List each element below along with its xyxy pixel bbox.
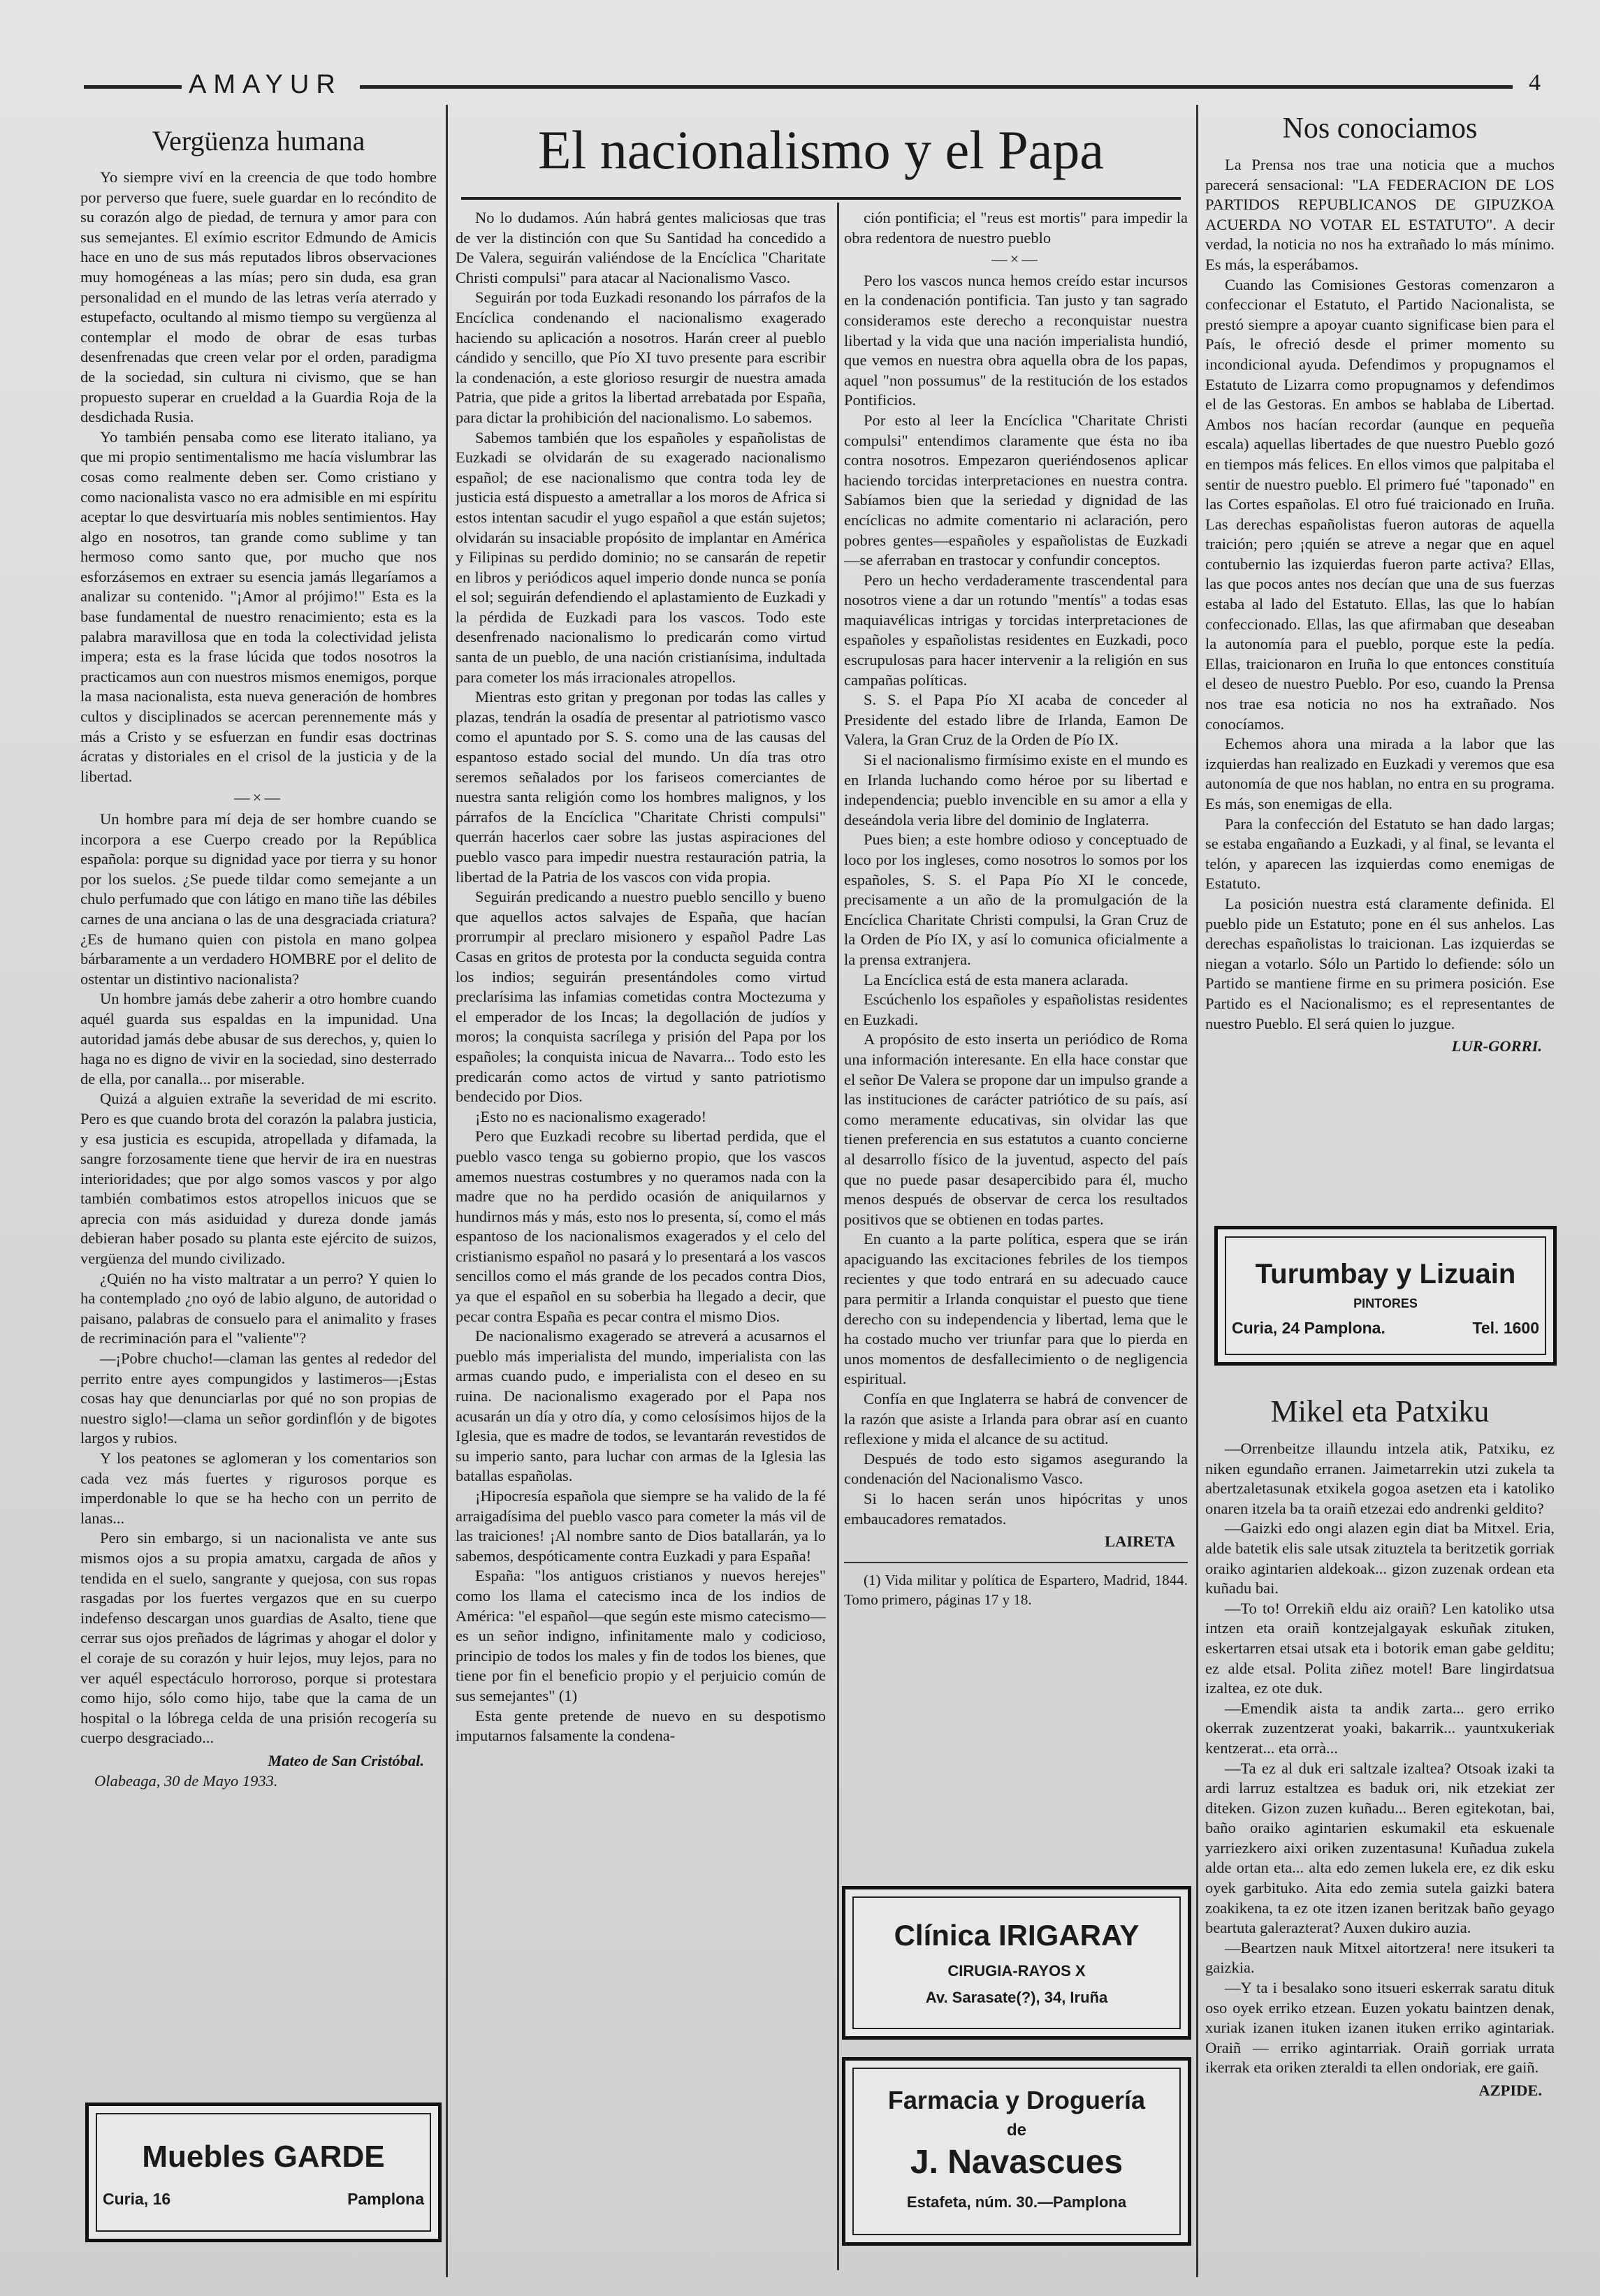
paper-name: AMAYUR xyxy=(189,70,342,99)
paragraph: Mientras esto gritan y pregonan por todas las calles y plazas, tendrán la osadía de presentar al patriotismo vasco como el apuntado por S. S. como una de las causas del espantoso estado social del mundo. Un día tras otro seremos señalados por los fariseos comerciantes de nuestra santa religión como los hombres malignos, y los párrafos de la Encíclica "Charitate Christi compulsi" querrán hacerlos caer sobre las justas aspiraciones del pueblo vasco para impedir nuestra restauración patria, la libertad de la Patria de los vascos con vida propia. xyxy=(456,688,826,886)
footnote: (1) Vida militar y política de Espartero, Madrid, 1844. Tomo primero, páginas 17 y 18. xyxy=(844,1571,1188,1609)
column-divider xyxy=(1196,105,1198,2277)
page-number: 4 xyxy=(1529,70,1541,96)
article-body xyxy=(844,208,1188,1878)
paragraph: Un hombre para mí deja de ser hombre cuando se incorpora a ese Cuerpo creado por la República española: porque su dignidad yace por tierra y su honor por los suelos. ¿Se puede tildar como semejante a un chulo perfumado que con látigo en mano tiñe las débiles carnes de una anciana o las de una desgraciada criatura? ¿Es de humano quien con pistola en mano golpea bárbaramente a un verdadero HOMBRE por el delito de ostentar un distintivo nacionalista? xyxy=(80,810,437,988)
article-title: Vergüenza humana xyxy=(152,125,365,156)
paragraph: Echemos ahora una mirada a la labor que las izquierdas han realizado en Euzkadi y veremos que esa autonomía de que nos hablan, no entra en su programa. Es más, son enemigas de ella. xyxy=(1205,735,1555,812)
ad-title: Muebles GARDE xyxy=(142,2140,385,2174)
article-title: Mikel eta Patxiku xyxy=(1270,1394,1490,1428)
ad-muebles-garde xyxy=(85,2103,442,2242)
headline-rule xyxy=(461,197,1181,200)
paragraph: Si el nacionalismo firmísimo existe en el mundo es en Irlanda luchando como héroe por su libertad e independencia; pueblo invencible en su amor a ella y deseándola veria libre del dominio de Inglaterra. xyxy=(844,751,1188,828)
ad-title: Clínica IRIGARAY xyxy=(894,1919,1140,1952)
paragraph: La Prensa nos trae una noticia que a muchos parecerá sensacional: "LA FEDERACION DE LOS PARTIDOS REPUBLICANOS DE GIPUZKOA ACUERDA NO VOTAR EL ESTATUTO". A decir verdad, la noticia no nos ha extrañado lo más mínimo. Es más, la esperábamos. xyxy=(1205,156,1555,273)
paragraph: Y los peatones se aglomeran y los comentarios son cada vez más fuertes y rigurosos porque es imperdonable lo que se ha hecho con un perrito de lanas... xyxy=(80,1449,437,1527)
paragraph: Pero un hecho verdaderamente trascendental para nosotros viene a dar un rotundo "mentís" a todas esas maquiavélicas intrigas y torcidas interpretaciones de españoles y españolistas residentes en Euzkadi, poco escrupulosas para hacer intervenir a la religión en sus campañas políticas. xyxy=(844,571,1188,689)
paragraph: S. S. el Papa Pío XI acaba de conceder al Presidente del estado libre de Irlanda, Eamon De Valera, la Gran Cruz de la Orden de Pío IX. xyxy=(844,691,1188,749)
paragraph: Sabemos también que los españoles y españolistas de Euzkadi se olvidarán de su exagerado nacionalismo español; de ese nacionalismo que contra toda ley de justicia está dispuesto a ametrallar a los moros de Africa si estos intentan sacudir el yugo español a que están sujetos; olvidarán su insaciable propósito de implantar en América y Filipinas su perdido dominio; no se cansarán de repetir en libros y periódicos aquel imperio donde nunca se ponía el sol; seguirán defendiendo el aplastamiento de Euzkadi y la pérdida de Euzkadi para los vascos. Todo este desenfrenado nacionalismo lo predicarán como virtud santa de un pueblo, de una nación cristianísima, indultada para cometer los más irracionales atropellos. xyxy=(456,428,826,686)
ad-turumbay xyxy=(1214,1226,1557,1366)
footnote-rule xyxy=(844,1562,1188,1563)
ad-text: de xyxy=(1006,2121,1026,2140)
paragraph: Quizá a alguien extrañe la severidad de mi escrito. Pero es que cuando brota del corazón la palabra justicia, y esa justicia es escupida, atropellada y difamada, la sangre forzosamente tiene que hervir de ira en nuestras interioridades; que por algo somos vascos y por algo también combatimos estos atropellos inicuos que se aprecia con más asiduidad y dureza donde jamás debieran haber posado su planta este ejército de suizos, vergüenza del mundo civilizado. xyxy=(80,1090,437,1268)
paragraph: —Beartzen nauk Mitxel aitortzera! nere itsukeri ta gaizkia. xyxy=(1205,1938,1555,1977)
paragraph: Pero los vascos nunca hemos creído estar incursos en la condenación pontificia. Tan justo y tan sagrado consideramos este derecho a reconquistar nuestra libertad y la vida que una nación imperialista hundió, que vemos en nuestra obra aquella obra de los papas, aquel "non possumus" de la restitución de los estados Pontificios. xyxy=(844,271,1188,409)
ad-phone: Tel. 1600 xyxy=(1472,1319,1539,1337)
paragraph: Pero que Euzkadi recobre su libertad perdida, que el pueblo vasco tenga su gobierno propio, que los vascos amemos nuestras costumbres y no queramos nada con la madre que no ha perdido ocasión de aniquilarnos y hundirnos más y más, esto nos lo presenta, sí, como el más espantoso de los nacionalismos exagerados y el celo del cristianismo español no pasará y lo presentará a los vascos sencillos como el más grande de los pecados contra Dios, ya que el español en su soberbia ha llegado a decir, que pecar contra España es pecar contra el mismo Dios. xyxy=(456,1127,826,1325)
author-signature: LAIRETA xyxy=(1105,1533,1175,1551)
ad-footer xyxy=(1232,1319,1539,1338)
author-signature: AZPIDE. xyxy=(1478,2082,1542,2099)
paragraph: —Orrenbeitze illaundu intzela atik, Patxiku, ez niken egundaño erranen. Jaimetarrekin utzi zukela ta abertzaletasunak etxikela gogoa asetzen eta i katoliko onaren itzela ba ta oraiñ etzezai edo andrenki geldito? xyxy=(1205,1440,1555,1517)
paragraph: Seguirán por toda Euzkadi resonando los párrafos de la Encíclica condenando el nacionalismo exagerado haciendo su aplicación a nosotros. Harán creer al pueblo cándido y sencillo, que Pío XI tuvo presente para escribir la condenación, a este glorioso resurgir de nuestra amada Patria, que pide a gritos la libertad arrebatada por España, para dictar la prohibición del nacionalismo. Lo sabemos. xyxy=(456,288,826,426)
column-divider xyxy=(446,105,448,2277)
separator: —×— xyxy=(991,250,1040,268)
paragraph: Pues bien; a este hombre odioso y conceptuado de loco por los ingleses, como nosotros lo somos por los españoles, S. S. el Papa Pío XI le concede, precisamente a un año de la promulgación de la Encíclica Charitate Christi compulsi, la Gran Cruz de la Orden de Pío IX, y así lo comunica oficialmente a la prensa extranjera. xyxy=(844,831,1188,968)
paragraph: No lo dudamos. Aún habrá gentes maliciosas que tras de ver la distinción con que Su Santidad ha concedido a De Valera, seguirán valiéndose de la Encíclica "Charitate Christi compulsi" para atacar al Nacionalismo Vasco. xyxy=(456,209,826,286)
separator: —×— xyxy=(234,789,283,807)
paragraph: Cuando las Comisiones Gestoras comenzaron a confeccionar el Estatuto, el Partido Nacionalista, se prestó siempre a apoyar cuanto significase bien para el País, le ofreció desde el primer momento su incondicional ayuda. Defendimos y propugnamos el Estatuto de Lizarra como propugnamos y defendimos el de las Gestoras. En ambos se hablaba de Libertad. Ambos nos hacían recordar (aunque en pequeña escala) aquellas libertades de que nuestro Pueblo gozó en tiempos más felices. En ellos vimos que palpitaba el sentir de nuestro pueblo. El primero fué "taponado" en las Cortes españolas. El otro fué traicionado en Iruña. Las derechas españolistas fueron autoras de aquella traición; pero ¡quién se atreve a negar que en aquel contubernio las izquierdas fueron parte activa? Ellas, las que pocos antes nos decían que una de sus fuerzas estaba al lado del Estatuto. Ellas, las que lo habían confeccionado. Ellas, las que afirmaban que deseaban la autonomía para el pueblo, porque este la pedía. Ellas, traicionaron en Iruña lo que entonces constituía el deseo de nuestro Pueblo. Por eso, cuando la Prensa nos trae esa noticia no nos ha extrañado. Nos conocíamos. xyxy=(1205,275,1555,733)
article-body xyxy=(1205,1439,1555,2277)
paragraph: Seguirán predicando a nuestro pueblo sencillo y bueno que aquellos actos salvajes de España, que hacían prorrumpir al preclaro misionero y español Padre Las Casas en gritos de protesta por la conducta seguida contra los indios; seguirán presentándoles como virtud preclarísima las infamias cometidas contra Moctezuma y el emperador de los Incas; la degollación de judíos y moros; la conquista sacrílega y prisión del Papa por los españoles; la conquista inicua de Navarra... Todo esto les predicarán como actos de virtud y santo patriotismo bendecido por Dios. xyxy=(456,888,826,1106)
author-signature: Mateo de San Cristóbal. xyxy=(268,1751,424,1769)
paragraph: Pero sin embargo, si un nacionalista ve ante sus mismos ojos a su propia amatxu, cargada de años y tendida en el suelo, sangrante y quejosa, con sus ropas rasgadas por los fuertes vergazos que en su cuerpo indefenso descargan unos guardias de Asalto, tiene que cerrar sus ojos preñados de lágrimas y ahogar el dolor y el coraje de su corazón y huir lejos, muy lejos, para no ver aquél espectáculo horroroso, porque si protestara como hijo, sólo como hijo, tabe que la cama de un hospital o la lóbrega celda de una prisión recogería su cuerpo desgraciado... xyxy=(80,1529,437,1747)
paragraph: En cuanto a la parte política, espera que se irán apaciguando las excitaciones febriles de los tiempos recientes y que todo entrará en su adecuado cauce para permitir a Irlanda conquistar el puesto que tiene derecho con su independencia y libertad, lema que le ha costado mucho ver triunfar para que lo pierda en unos momentos de desfallecimiento o de negligencia espiritual. xyxy=(844,1230,1188,1388)
ad-address: Curia, 16 xyxy=(103,2190,171,2208)
paragraph: La posición nuestra está claramente definida. El pueblo pide un Estatuto; pone en él sus anhelos. Las derechas españolistas lo traicionan. Las izquierdas se niegan a votarlo. Sólo un Partido lo defiende: sólo un Partido se mantiene firme en su primera posición. Ese Partido es el Nacionalismo; es el representantes de nuestro Pueblo. El será quien lo juzgue. xyxy=(1205,894,1555,1032)
ad-title: Turumbay y Lizuain xyxy=(1255,1259,1516,1289)
masthead-rule-right xyxy=(360,85,1513,89)
masthead xyxy=(84,70,1558,98)
paragraph: Por esto al leer la Encíclica "Charitate Christi compulsi" entendimos claramente que ésta no iba contra nosotros. Empezaron queriéndosenos aplicar haciendo torcidas interpretaciones en nuestra contra. Sabíamos bien que la seriedad y dignidad de las encíclicas no admite comentario ni aclaración, pero pobres gentes—españoles y españolistas de Euzkadi—se aferraban en trastocar y confundir conceptos. xyxy=(844,411,1188,569)
ad-clinica-irigaray xyxy=(842,1886,1191,2040)
paragraph: ción pontificia; el "reus est mortis" para impedir la obra redentora de nuestro pueblo xyxy=(844,209,1188,247)
ad-footer xyxy=(103,2190,424,2209)
paragraph: Si lo hacen serán unos hipócritas y unos embaucadores rematados. xyxy=(844,1490,1188,1528)
paragraph: —¡Pobre chucho!—claman las gentes al rededor del perrito entre ayes compungidos y lastimeros—¡Estas cosas hay que denunciarlas por qué no son propias de nuestro siglo!—clama un señor gordinflón y de bigotes largos y rubios. xyxy=(80,1350,437,1447)
ad-city: Pamplona xyxy=(347,2190,424,2208)
masthead-rule-left xyxy=(84,85,182,89)
paragraph: España: "los antiguos cristianos y nuevos herejes" como los llama el catecismo inca de los indios de América: "el español—que según este mismo catecismo—es un señor indigno, infinitamente malo y codicioso, principio de todos los males y fin de todos los bienes, que tiene por fin el beneficio propio y el perjuicio común de sus semejantes" (1) xyxy=(456,1567,826,1704)
paragraph: —Gaizki edo ongi alazen egin diat ba Mitxel. Eria, alde batetik elis sale utsak zituztela ta beritzetik gorriak oraiko agintarien aldekoak... gizon zuzenak ordean eta kuñadu bai. xyxy=(1205,1519,1555,1597)
paragraph: —Ta ez al duk eri saltzale izaltea? Otsoak izaki ta ardi larruz estaltzea es baduk ori, nik etzekiat zer diteken. Gizon zuzen kuñadu... Beren egitekotan, bai, baño oraiko agintarien eskumakil eta eskuenale yarriezkero aixi oriken zuzentasuna! Kuñadua zukela alde ortan eta... alta edo zemen lukela ere, ez dik esku oyek garbituko. Aita edo zemia sutela gaizki batera zoakikena, ta ez ote itzen izanen beritzak baño geyago beartuta galerazterat? Auxen dukiro auzia. xyxy=(1205,1759,1555,1937)
ad-farmacia-navascues xyxy=(842,2057,1191,2246)
paragraph: Un hombre jamás debe zaherir a otro hombre cuando aquél guarda sus espaldas en la impunidad. Una autoridad jamás debe abusar de sus derechos, y, quien lo haga no es digno de vivir en la sociedad, sino desterrado de ella, por canalla... por miserable. xyxy=(80,990,437,1088)
article-body xyxy=(80,168,437,2089)
paragraph: ¿Quién no ha visto maltratar a un perro? Y quien lo ha contemplado ¿no oyó de labio alguno, de autoridad o paisano, palabras de consuelo para el animalito y frases de recriminación para el "valiente"? xyxy=(80,1269,437,1347)
paragraph: ¡Hipocresía española que siempre se ha valido de la fé arraigadísima del pueblo vasco para cometer la más vil de las traiciones! ¡Al nombre santo de Dios batallarán, ya lo sabemos, despóticamente contra Euzkadi y para España! xyxy=(456,1487,826,1565)
ad-address: Curia, 24 Pamplona. xyxy=(1232,1319,1386,1337)
article-title: Nos conociamos xyxy=(1282,112,1478,145)
ad-address: Av. Sarasate(?), 34, Iruña xyxy=(925,1989,1108,2006)
ad-title: Farmacia y Droguería xyxy=(887,2086,1146,2114)
paragraph: —Emendik aista ta andik zarta... gero erriko okerrak zuzentzerat yoaki, bakarrik... yauntxukeriak kentzerat... eta orrà... xyxy=(1205,1699,1555,1757)
paragraph: Confía en que Inglaterra se habrá de convencer de la razón que asiste a Irlanda para obrar así en cuanto reflexione y mida el alcance de su actitud. xyxy=(844,1390,1188,1448)
dateline: Olabeaga, 30 de Mayo 1933. xyxy=(94,1771,278,1790)
ad-subtitle: PINTORES xyxy=(1353,1296,1418,1310)
author-signature: LUR-GORRI. xyxy=(1451,1037,1542,1055)
paragraph: Después de todo esto sigamos asegurando la condenación del Nacionalismo Vasco. xyxy=(844,1449,1188,1488)
paragraph: De nacionalismo exagerado se atreverá a acusarnos el pueblo más imperialista del mundo, imperialista con las armas cuando pudo, e imperialista con el deseo en su ruina. De nacionalismo exagerado por el Papa nos acusarán un día y otro día, y como celosísimos hijos de la Iglesia, que es madre de todos, se levantarán revestidos de su imperio santo, para luchar con armas de la Iglesia las batallas españolas. xyxy=(456,1327,826,1485)
paragraph: Yo siempre viví en la creencia de que todo hombre por perverso que fuere, suele guardar en lo recóndito de su corazón algo de piedad, de ternura y amor para con sus semejantes. El exímio escritor Edmundo de Amicis hace en uno de sus más reputados libros observaciones muy homogéneas a las mías; pero sin duda, esa gran personalidad en el mundo de las letras vería aterrado y estupefacto, ocultando al mismo tiempo su vergüenza al contemplar el modo de obrar de esas turbas desenfrenadas que creen velar por el orden, paradigma de la sociedad, sin cultura ni civismo, que se han propuesto superar en crueldad a la Guardia Roja de la desdichada Rusia. xyxy=(80,168,437,426)
paragraph: La Encíclica está de esta manera aclarada. xyxy=(864,970,1129,988)
paragraph: Escúchenlo los españoles y españolistas residentes en Euzkadi. xyxy=(844,990,1188,1028)
article-body xyxy=(1205,155,1555,1217)
paragraph: —Y ta i besalako sono itsueri eskerrak saratu dituk oso oyek erriko etzean. Euzen yokatu baintzen denak, xuriak izanen ituken izanen ituken erriko agintariak. Oraiñ — erriko agintarriak. Oraiñ gorriak urrata ikerrak eta oriken zteraldi ta ellen ondoriak, ere gaiñ. xyxy=(1205,1979,1555,2077)
ad-name: J. Navascues xyxy=(910,2144,1123,2181)
paragraph: ¡Esto no es nacionalismo exagerado! xyxy=(475,1107,707,1125)
ad-subtitle: CIRUGIA-RAYOS X xyxy=(947,1962,1086,1980)
article-body xyxy=(456,208,826,2262)
main-headline: El nacionalismo y el Papa xyxy=(537,119,1105,180)
paragraph: Esta gente pretende de nuevo en su despotismo imputarnos falsamente la condena- xyxy=(456,1706,826,1745)
paragraph: A propósito de esto inserta un periódico de Roma una información interesante. En ella hace constar que el señor De Valera se propone dar un impulso grande a las instituciones de carácter patriótico de su país, así como meramente educativas, sin olvidar las que tienen preferencia en sus estatutos a cuanto concierne al desarrollo físico de la juventud, aspecto del país que no puede pasar desapercibido para él, mucho menos después de observar de cerca los resultados positivos que se obtienen en todas partes. xyxy=(844,1030,1188,1228)
paragraph: —To to! Orrekiñ eldu aiz oraiñ? Len katoliko utsa intzen eta oraiñ kontzejalgayak eskuñak zituken, eskertarren etsai utsak eta i botorik eman gabe gelditu; ez alde etsal. Polita ziñez motel! Bare lingirdatsua izaltea, ez ote duk. xyxy=(1205,1599,1555,1697)
paragraph: Yo también pensaba como ese literato italiano, ya que mi propio sentimentalismo me hacía vislumbrar las cosas como realmente deben ser. Como cristiano y como nacionalista vasco no era admisible en mi espíritu aceptar lo que desvirtuaría mis nobles sentimientos. Hay algo en nosotros, tan grande como sublime y tan hermoso como santo que, por mucho que nos esforzásemos en extraer su esencia jamás llegaríamos a analizar su contenido. "¡Amor al prójimo!" Esta es la base fundamental de nuestro renacimiento; esta es la palabra maravillosa que en toda la colectividad jelista impera; esta es la frase lúcida que todos nosotros la practicamos aun con nuestros mismos enemigos, porque la masa nacionalista, esta nueva generación de hombres cultos y disciplinados se acercan perennemente más y más a Cristo y se esfuerzan en fundir esas doctrinas ácratas y distoriales en el crisol de la justicia y de la libertad. xyxy=(80,427,437,785)
paragraph: Para la confección del Estatuto se han dado largas; se estaba engañando a Euzkadi, y al final, se levanta el telón, y aparecen las izquierdas como enemigas de Estatuto. xyxy=(1205,814,1555,893)
ad-address: Estafeta, núm. 30.—Pamplona xyxy=(906,2193,1127,2211)
column-divider xyxy=(837,203,839,2270)
